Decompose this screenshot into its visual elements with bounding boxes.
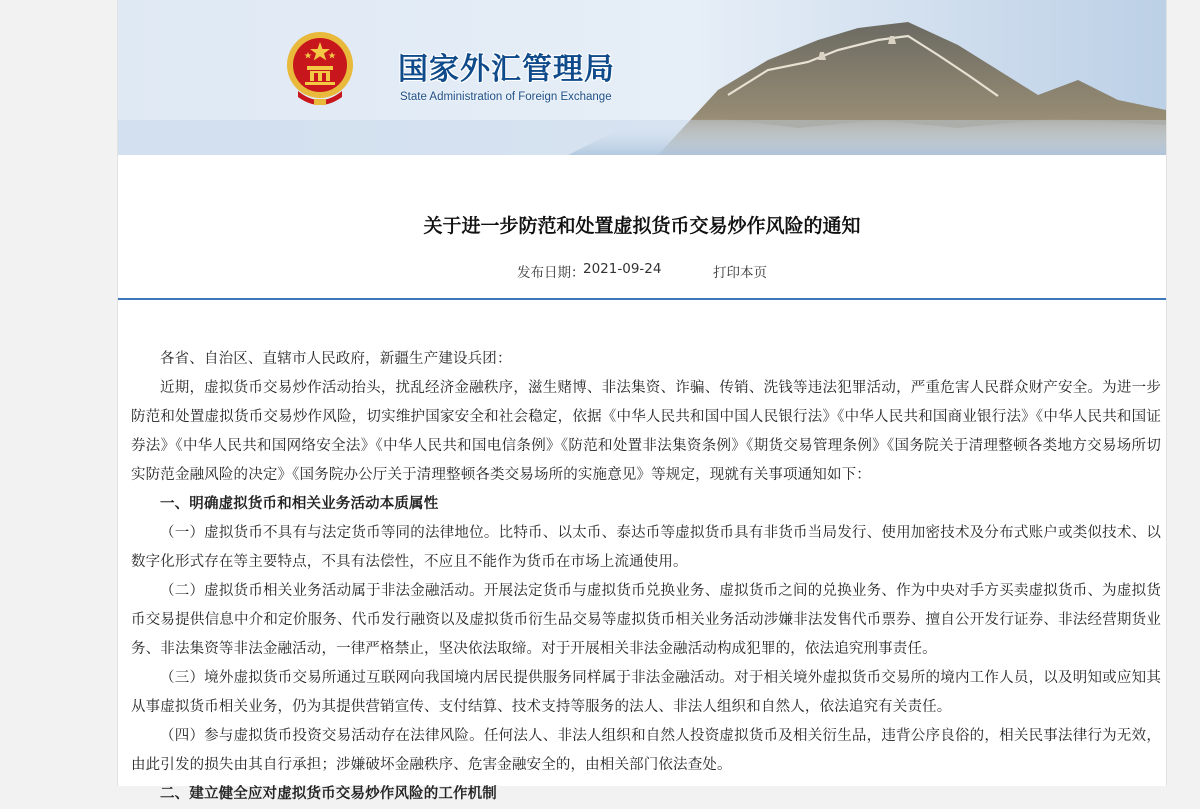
article-header [118,155,1166,300]
national-emblem-icon [284,29,356,109]
salutation-paragraph: 各省、自治区、直辖市人民政府，新疆生产建设兵团： [160,351,512,367]
page [117,0,1167,802]
article-body [131,345,1161,809]
site-banner [118,0,1166,155]
site-name: 国家外汇管理局 [398,52,615,87]
body-paragraph: （一）虚拟货币不具有与法定货币等同的法律地位。比特币、以太币、泰达币等虚拟货币具有非货币当局发行、使用加密技术及分布式账户或类似技术、以数字化形式存在等主要特点，不具有法偿性，不应且不能作为货币在市场上流通使用。 [131,525,1161,570]
body-paragraph: （四）参与虚拟货币投资交易活动存在法律风险。任何法人、非法人组织和自然人投资虚拟货币及相关衍生品，违背公序良俗的，相关民事法律行为无效，由此引发的损失由其自行承担；涉嫌破坏金融秩序、危害金融安全的，由相关部门依法查处。 [131,728,1161,773]
section-heading: 二、建立健全应对虚拟货币交易炒作风险的工作机制 [160,786,497,802]
body-paragraph: （三）境外虚拟货币交易所通过互联网向我国境内居民提供服务同样属于非法金融活动。对于相关境外虚拟货币交易所的境内工作人员，以及明知或应知其从事虚拟货币相关业务，仍为其提供营销宣传、支付结算、技术支持等服务的法人、非法人组织和自然人，依法追究有关责任。 [131,670,1161,715]
body-paragraph: 近期，虚拟货币交易炒作活动抬头，扰乱经济金融秩序，滋生赌博、非法集资、诈骗、传销、洗钱等违法犯罪活动，严重危害人民群众财产安全。为进一步防范和处置虚拟货币交易炒作风险，切实维护国家安全和社会稳定，依据《中华人民共和国中国人民银行法》《中华人民共和国商业银行法》《中华人民共和国证券法》《中华人民共和国网络安全法》《中华人民共和国电信条例》《防范和处置非法集资条例》《期货交易管理条例》《国务院关于清理整顿各类地方交易场所切实防范金融风险的决定》《国务院办公厅关于清理整顿各类交易场所的实施意见》等规定，现就有关事项通知如下： [131,380,1161,483]
print-page-link[interactable]: 打印本页 [713,265,767,281]
great-wall-backdrop [118,0,1166,155]
body-paragraph: （二）虚拟货币相关业务活动属于非法金融活动。开展法定货币与虚拟货币兑换业务、虚拟货币之间的兑换业务、作为中央对手方买卖虚拟货币、为虚拟货币交易提供信息中介和定价服务、代币发行融资以及虚拟货币衍生品交易等虚拟货币相关业务活动涉嫌非法发售代币票券、擅自公开发行证券、非法经营期货业务、非法集资等非法金融活动，一律严格禁止，坚决依法取缔。对于开展相关非法金融活动构成犯罪的，依法追究刑事责任。 [131,583,1161,657]
publish-date-label: 发布日期： [517,265,585,281]
section-heading: 一、明确虚拟货币和相关业务活动本质属性 [160,496,439,512]
publish-date-value: 2021-09-24 [583,261,662,277]
site-name-english: State Administration of Foreign Exchange [400,91,612,103]
article-title: 关于进一步防范和处置虚拟货币交易炒作风险的通知 [423,215,861,237]
